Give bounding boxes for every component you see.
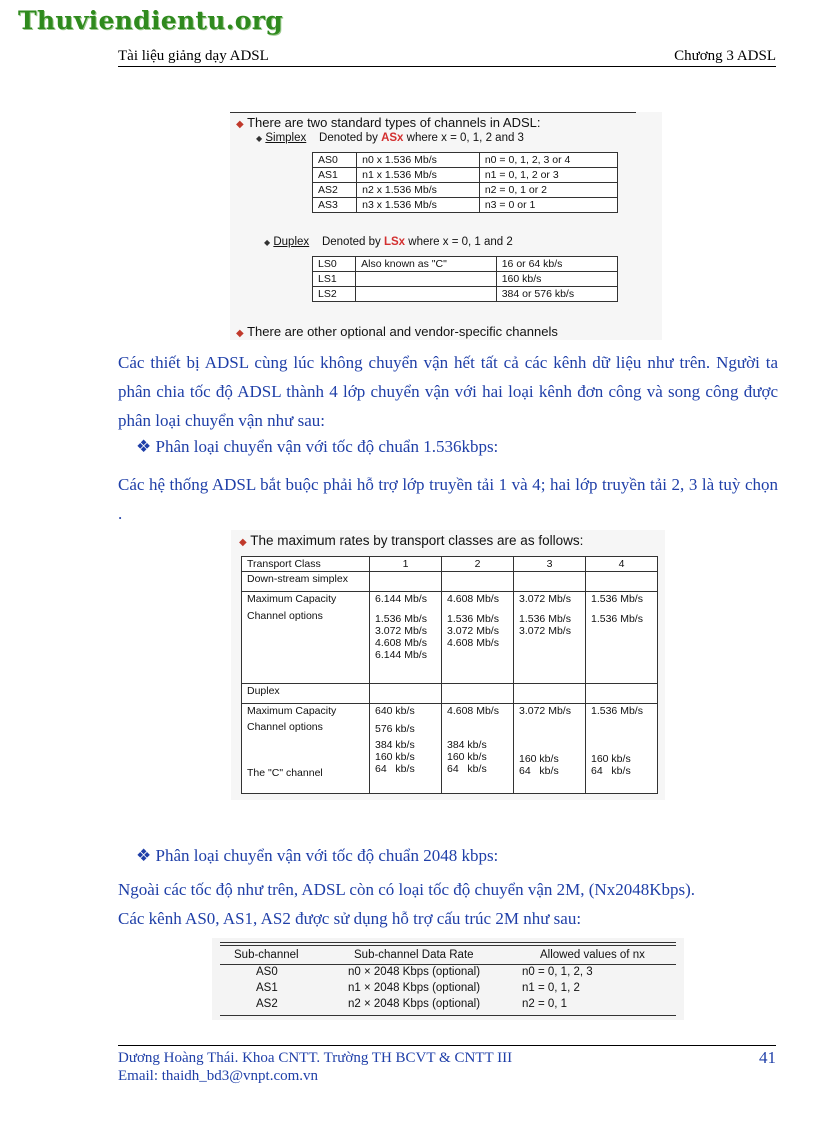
header-right: Chương 3 ADSL <box>674 48 776 64</box>
value: 640 kb/s <box>375 705 415 717</box>
table-header-row <box>242 557 658 572</box>
fig2-title: The maximum rates by transport classes are as follows: <box>250 533 584 548</box>
cell: n1 x 1.536 Mb/s <box>357 168 480 183</box>
subheading-2048: ❖ Phân loại chuyển vận với tốc độ chuẩn 2048 kbps: <box>136 846 499 865</box>
value: 384 kb/s <box>447 739 487 751</box>
value: 3.072 Mb/s <box>447 625 499 637</box>
header-cell: Sub-channel <box>234 949 299 961</box>
value: 1.536 Mb/s <box>375 613 427 625</box>
fig2-title-line <box>239 533 583 548</box>
table-row <box>313 183 618 198</box>
value: 1.536 Mb/s <box>519 613 571 625</box>
cell: 384 or 576 kb/s <box>496 287 617 302</box>
cell: 16 or 64 kb/s <box>496 257 617 272</box>
value: 1.536 Mb/s <box>591 613 643 625</box>
value: 64 kb/s <box>591 765 631 777</box>
value: 4.608 Mb/s <box>447 593 499 605</box>
page-footer <box>118 1045 776 1085</box>
value: 3.072 Mb/s <box>519 593 571 605</box>
value: 64 kb/s <box>375 763 415 775</box>
table-row <box>313 257 618 272</box>
value: 6.144 Mb/s <box>375 593 427 605</box>
cell <box>356 272 497 287</box>
ls-table <box>312 256 618 302</box>
header-left: Tài liệu giảng dạy ADSL <box>118 48 269 64</box>
cell <box>370 592 442 684</box>
cell: n0 = 0, 1, 2, 3 <box>522 966 593 978</box>
simplex-label: Simplex <box>265 132 307 144</box>
duplex-label: Duplex <box>273 236 310 248</box>
simplex-desc-post: where x = 0, 1, 2 and 3 <box>403 132 524 144</box>
cell: n2 = 0, 1 <box>522 998 568 1010</box>
value: 160 kb/s <box>519 753 559 765</box>
cell <box>370 684 442 704</box>
fig1-footer-line <box>236 324 558 339</box>
paragraph-2: Các hệ thống ADSL bắt buộc phải hỗ trợ lớp truyền tải 1 và 4; hai lớp truyền tải 2, 3 là tuỳ chọn . <box>118 475 778 523</box>
table-row <box>313 272 618 287</box>
cell: LS2 <box>313 287 356 302</box>
page-header <box>118 48 776 67</box>
table-row <box>313 153 618 168</box>
cell <box>586 592 658 684</box>
simplex-desc-pre: Denoted by <box>319 132 382 144</box>
label: Maximum Capacity <box>247 705 337 717</box>
value: 3.072 Mb/s <box>519 625 571 637</box>
cell <box>586 572 658 592</box>
value: 160 kb/s <box>447 751 487 763</box>
cell: AS2 <box>256 998 278 1010</box>
value: 64 kb/s <box>519 765 559 777</box>
cell <box>370 704 442 794</box>
cell: AS0 <box>313 153 357 168</box>
bullet-icon: ◆ <box>264 238 271 247</box>
fig1-title-line <box>236 115 540 130</box>
cell: LS0 <box>313 257 356 272</box>
header-cell: Allowed values of nx <box>540 949 645 961</box>
cell <box>586 704 658 794</box>
footer-email: Email: thaidh_bd3@vnpt.com.vn <box>118 1068 319 1084</box>
table-row <box>313 198 618 213</box>
cell: AS3 <box>313 198 357 213</box>
bullet-icon: ◆ <box>239 537 247 548</box>
cell: n0 = 0, 1, 2, 3 or 4 <box>479 153 617 168</box>
figure-2m-subchannels <box>212 938 684 1020</box>
cell <box>514 704 586 794</box>
header-cell: 2 <box>442 557 514 572</box>
fig1-footer: There are other optional and vendor-specific channels <box>247 324 558 339</box>
duplex-code: LSx <box>383 236 406 248</box>
header-cell: 3 <box>514 557 586 572</box>
value: 160 kb/s <box>375 751 415 763</box>
bullet-icon: ◆ <box>236 328 244 339</box>
page-number: 41 <box>759 1048 776 1067</box>
cell <box>442 572 514 592</box>
cell: n2 × 2048 Kbps (optional) <box>348 998 481 1010</box>
transport-class-table <box>241 556 658 794</box>
simplex-line <box>256 132 524 144</box>
header-cell: 1 <box>370 557 442 572</box>
table-row <box>242 572 658 592</box>
label: Channel options <box>247 721 323 733</box>
value: 3.072 Mb/s <box>375 625 427 637</box>
value: 576 kb/s <box>375 723 415 735</box>
cell: Also known as "C" <box>356 257 497 272</box>
cell: n1 = 0, 1, 2 <box>522 982 580 994</box>
site-logo: Thuviendientu.org <box>18 6 283 35</box>
value: 4.608 Mb/s <box>447 637 499 649</box>
cell: AS2 <box>313 183 357 198</box>
header-cell: Transport Class <box>242 557 370 572</box>
cell: n1 = 0, 1, 2 or 3 <box>479 168 617 183</box>
duplex-desc-post: where x = 0, 1 and 2 <box>405 236 513 248</box>
cell: LS1 <box>313 272 356 287</box>
value: 4.608 Mb/s <box>447 705 499 717</box>
cell: n0 x 1.536 Mb/s <box>357 153 480 168</box>
as-table <box>312 152 618 213</box>
section-label: Down-stream simplex <box>242 572 370 592</box>
cell: n2 = 0, 1 or 2 <box>479 183 617 198</box>
label: Maximum Capacity <box>247 593 337 605</box>
paragraph-1: Các thiết bị ADSL cùng lúc không chuyển vận hết tất cả các kênh dữ liệu như trên. Người ta phân chia tốc độ ADSL thành 4 lớp chuyển vận với hai loại kênh đơn công và song công được phân loại chuyển vận như sau: <box>118 353 778 430</box>
cell <box>356 287 497 302</box>
value: 1.536 Mb/s <box>447 613 499 625</box>
table-row <box>313 168 618 183</box>
subheading-1536: ❖ Phân loại chuyển vận với tốc độ chuẩn 1.536kbps: <box>136 437 499 456</box>
cell <box>586 684 658 704</box>
value: 3.072 Mb/s <box>519 705 571 717</box>
cell: AS1 <box>256 982 278 994</box>
cell <box>442 592 514 684</box>
table-row <box>242 684 658 704</box>
value: 1.536 Mb/s <box>591 593 643 605</box>
cell: n3 = 0 or 1 <box>479 198 617 213</box>
simplex-code: ASx <box>381 132 404 144</box>
value: 384 kb/s <box>375 739 415 751</box>
cell: 160 kb/s <box>496 272 617 287</box>
label: Channel options <box>247 610 323 622</box>
fig1-title: There are two standard types of channels in ADSL: <box>247 115 541 130</box>
value: 6.144 Mb/s <box>375 649 427 661</box>
value: 160 kb/s <box>591 753 631 765</box>
cell <box>370 572 442 592</box>
value: 64 kb/s <box>447 763 487 775</box>
bullet-icon: ◆ <box>256 134 263 143</box>
paragraph-4: Các kênh AS0, AS1, AS2 được sử dụng hỗ trợ cấu trúc 2M như sau: <box>118 909 582 928</box>
value: 4.608 Mb/s <box>375 637 427 649</box>
cell: n2 x 1.536 Mb/s <box>357 183 480 198</box>
value: 1.536 Mb/s <box>591 705 643 717</box>
label: The "C" channel <box>247 767 323 779</box>
cell <box>442 704 514 794</box>
cell: n3 x 1.536 Mb/s <box>357 198 480 213</box>
header-cell: 4 <box>586 557 658 572</box>
row-labels <box>242 704 370 794</box>
figure-channel-types <box>230 112 662 340</box>
footer-author: Dương Hoàng Thái. Khoa CNTT. Trường TH BCVT & CNTT III <box>118 1050 513 1066</box>
cell: n1 × 2048 Kbps (optional) <box>348 982 481 994</box>
paragraph-3: Ngoài các tốc độ như trên, ADSL còn có loại tốc độ chuyển vận 2M, (Nx2048Kbps). <box>118 880 696 899</box>
table-row <box>242 592 658 684</box>
table-row <box>242 704 658 794</box>
table-row <box>313 287 618 302</box>
duplex-desc-pre: Denoted by <box>321 236 384 248</box>
cell <box>514 592 586 684</box>
section-label: Duplex <box>242 684 370 704</box>
cell <box>514 572 586 592</box>
row-labels <box>242 592 370 684</box>
bullet-icon: ◆ <box>236 119 244 130</box>
cell <box>442 684 514 704</box>
cell <box>514 684 586 704</box>
cell: AS0 <box>256 966 278 978</box>
figure-transport-classes <box>231 530 665 800</box>
cell: n0 × 2048 Kbps (optional) <box>348 966 481 978</box>
duplex-line <box>264 236 513 248</box>
cell: AS1 <box>313 168 357 183</box>
header-cell: Sub-channel Data Rate <box>354 949 474 961</box>
